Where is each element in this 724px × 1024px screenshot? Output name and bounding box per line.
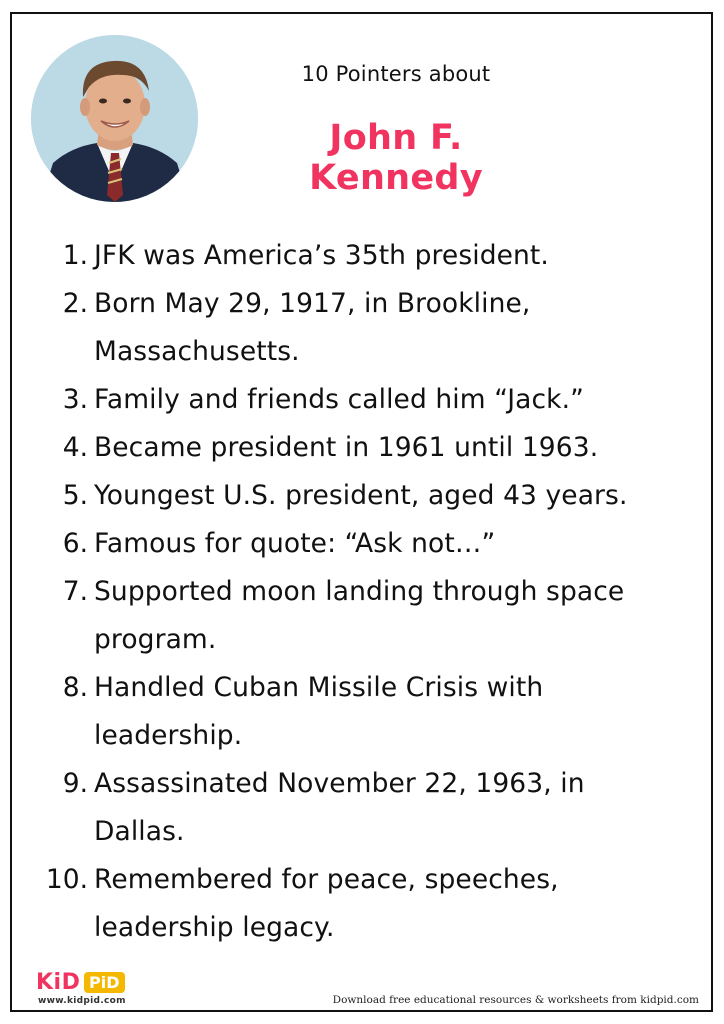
item-text-line: leadership legacy. — [94, 912, 335, 943]
list-item — [36, 520, 706, 568]
item-number: 5. — [62, 480, 88, 511]
list-item — [36, 664, 706, 760]
list-item — [36, 760, 706, 856]
item-text-line: leadership. — [94, 720, 243, 751]
item-text — [94, 568, 706, 664]
pointer-list — [36, 232, 706, 952]
item-text-line: Remembered for peace, speeches, — [94, 864, 559, 895]
logo-url-text: www.kidpid.com — [38, 996, 126, 1006]
item-number: 8. — [62, 672, 88, 703]
item-number: 6. — [62, 528, 88, 559]
item-text-line: Supported moon landing through space — [94, 576, 625, 607]
item-text-line: Family and friends called him “Jack.” — [94, 384, 584, 415]
worksheet-page — [10, 12, 713, 1012]
logo-pid-badge: PiD — [84, 972, 125, 993]
page-title: John F. Kennedy — [309, 118, 483, 198]
page-subtitle: 10 Pointers about — [301, 62, 491, 86]
item-text — [94, 232, 706, 280]
logo-kid-text: KiD — [36, 970, 81, 995]
item-text-line: Dallas. — [94, 816, 185, 847]
item-text — [94, 424, 706, 472]
item-text — [94, 376, 706, 424]
item-text — [94, 856, 706, 952]
item-text — [94, 520, 706, 568]
list-item — [36, 232, 706, 280]
item-text — [94, 472, 706, 520]
item-text-line: Handled Cuban Missile Crisis with — [94, 672, 544, 703]
list-item — [36, 856, 706, 952]
portrait-illustration — [31, 35, 198, 202]
kidpid-logo[interactable] — [36, 970, 146, 1006]
item-number: 4. — [62, 432, 88, 463]
item-text-line: Born May 29, 1917, in Brookline, — [94, 288, 531, 319]
item-number: 9. — [62, 768, 88, 799]
item-text-line: program. — [94, 624, 217, 655]
item-text-line: JFK was America’s 35th president. — [94, 240, 549, 271]
item-text — [94, 664, 706, 760]
item-text — [94, 760, 706, 856]
list-item — [36, 376, 706, 424]
item-number: 1. — [62, 240, 88, 271]
list-item — [36, 424, 706, 472]
item-text-line: Became president in 1961 until 1963. — [94, 432, 599, 463]
list-item — [36, 280, 706, 376]
item-text — [94, 280, 706, 376]
item-number: 10. — [45, 864, 88, 895]
list-item — [36, 568, 706, 664]
list-item — [36, 472, 706, 520]
item-number: 3. — [62, 384, 88, 415]
item-text-line: Famous for quote: “Ask not…” — [94, 528, 496, 559]
item-text-line: Massachusetts. — [94, 336, 300, 367]
item-number: 7. — [62, 576, 88, 607]
item-text-line: Assassinated November 22, 1963, in — [94, 768, 585, 799]
item-text-line: Youngest U.S. president, aged 43 years. — [94, 480, 628, 511]
item-number: 2. — [62, 288, 88, 319]
footer-note: Download free educational resources & worksheets from kidpid.com — [332, 994, 699, 1006]
portrait-photo — [31, 35, 198, 202]
